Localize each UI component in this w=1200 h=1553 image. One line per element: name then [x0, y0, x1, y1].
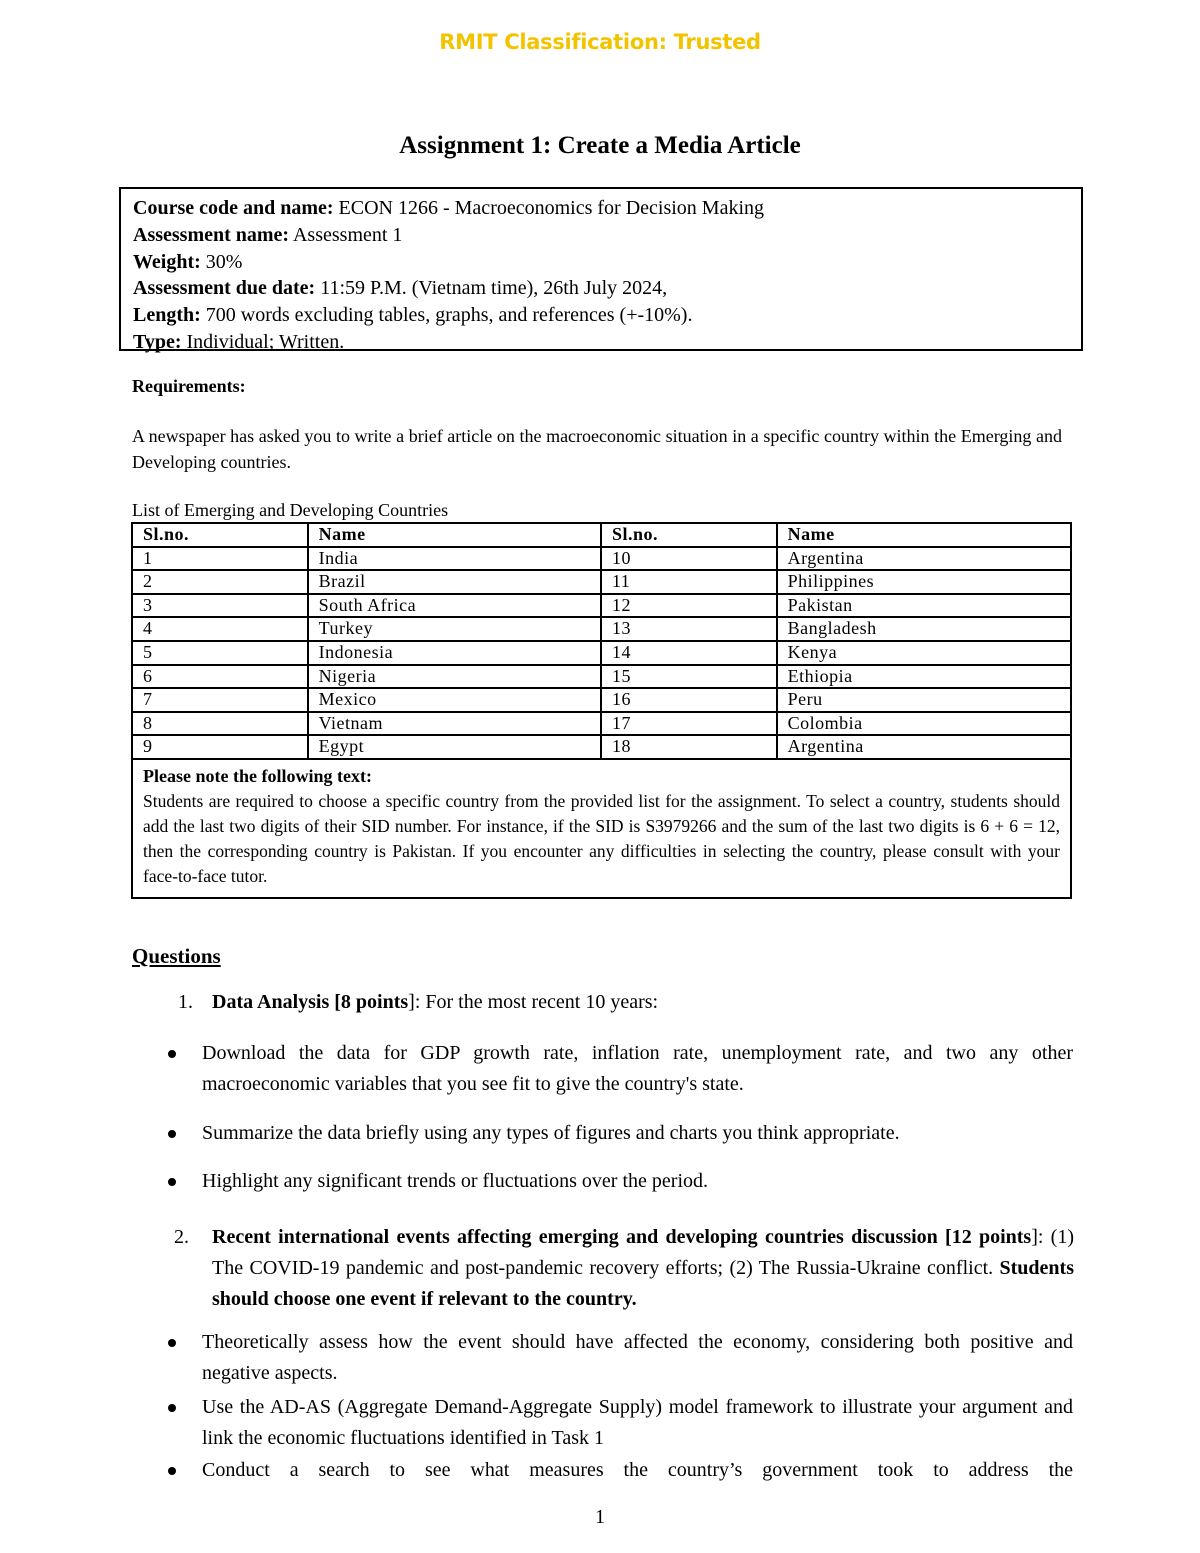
table-row [132, 712, 1071, 736]
table-cell: 3 [132, 594, 308, 618]
bullet-icon [168, 1404, 176, 1412]
info-value: 11:59 P.M. (Vietnam time), 26th July 2024, [315, 277, 668, 300]
table-cell: 7 [132, 688, 308, 712]
question-text [212, 1222, 1074, 1315]
assessment-info-box [119, 187, 1083, 351]
list-item-text: Use the AD-AS (Aggregate Demand-Aggregate Supply) model framework to illustrate your argument and link the economic fluctuations identified in Task 1 [202, 1396, 1073, 1449]
question-emphasis: Students should choose one event if relevant to the country. [212, 1257, 1074, 1310]
info-weight [133, 249, 1081, 276]
table-cell: 6 [132, 665, 308, 689]
requirements-text: A newspaper has asked you to write a brief article on the macroeconomic situation in a specific country within the Emerging and Developing countries. [132, 426, 1062, 472]
table-cell: Vietnam [308, 712, 601, 736]
table-caption: List of Emerging and Developing Countries [132, 500, 449, 520]
table-header-row [132, 523, 1071, 547]
countries-table [131, 522, 1072, 899]
table-cell: Philippines [777, 570, 1071, 594]
info-label: Assessment name: [133, 223, 290, 246]
table-cell: Argentina [777, 735, 1071, 759]
header-slno: Sl.no. [601, 523, 777, 547]
list-item [168, 1166, 1073, 1197]
question-number: 1. [178, 991, 193, 1013]
question-1 [178, 991, 658, 1014]
table-cell: Indonesia [308, 641, 601, 665]
page-number: 1 [595, 1506, 605, 1528]
list-item-text: Theoretically assess how the event should have affected the economy, considering both positive and negative aspects. [202, 1331, 1073, 1384]
table-cell: South Africa [308, 594, 601, 618]
table-row [132, 594, 1071, 618]
info-label: Course code and name: [133, 197, 334, 219]
table-note-cell [132, 759, 1071, 898]
info-label: Type: [133, 330, 182, 353]
table-cell: 15 [601, 665, 777, 689]
table-row [132, 570, 1071, 594]
table-cell: Ethiopia [777, 665, 1071, 689]
table-cell: 14 [601, 641, 777, 665]
table-cell: 10 [601, 547, 777, 571]
info-value: 700 words excluding tables, graphs, and references (+-10%). [200, 304, 693, 327]
bullet-icon [168, 1467, 176, 1475]
table-cell: Mexico [308, 688, 601, 712]
list-item [168, 1327, 1073, 1389]
note-text: Students are required to choose a specific country from the provided list for the assignment. To select a country, students should add the last two digits of their SID number. For instance, if the SID is S3979266 and the sum of the last two digits is 6 + 6 = 12, then the corresponding country is Pakistan. If you encounter any difficulties in selecting the country, please consult with your face-to-face tutor. [143, 790, 1060, 886]
info-label: Weight: [133, 250, 201, 273]
table-row [132, 547, 1071, 571]
info-value: 30% [200, 250, 243, 273]
table-cell: 11 [601, 570, 777, 594]
list-item-text: Highlight any significant trends or fluctuations over the period. [202, 1170, 708, 1192]
list-item [168, 1118, 1073, 1149]
table-cell: 8 [132, 712, 308, 736]
info-length [133, 302, 1081, 329]
header-slno: Sl.no. [132, 523, 308, 547]
list-item [168, 1455, 1073, 1486]
table-cell: Kenya [777, 641, 1071, 665]
bullet-icon [168, 1130, 176, 1138]
classification-label: RMIT Classification: Trusted [439, 30, 761, 54]
table-row [132, 641, 1071, 665]
info-label: Assessment due date: [133, 277, 316, 300]
info-value: Assessment 1 [289, 223, 403, 246]
list-item-text: Summarize the data briefly using any types of figures and charts you think appropriate. [202, 1122, 900, 1144]
table-row [132, 617, 1071, 641]
table-cell: 12 [601, 594, 777, 618]
table-cell: Brazil [308, 570, 601, 594]
question-title: Recent international events affecting emerging and developing countries discussion [12 points [212, 1226, 1032, 1248]
table-cell: Turkey [308, 617, 601, 641]
questions-heading: Questions [132, 944, 221, 968]
table-cell: India [308, 547, 601, 571]
table-cell: 2 [132, 570, 308, 594]
page-title: Assignment 1: Create a Media Article [399, 132, 801, 159]
question-2 [174, 1222, 1074, 1315]
table-row [132, 688, 1071, 712]
table-row [132, 665, 1071, 689]
info-assessment-name [133, 222, 1081, 249]
table-cell: 17 [601, 712, 777, 736]
table-cell: 9 [132, 735, 308, 759]
table-note-row [132, 759, 1071, 898]
table-row [132, 735, 1071, 759]
info-course [133, 195, 1081, 222]
info-label: Length: [133, 304, 201, 327]
info-due-date [133, 275, 1081, 302]
header-name: Name [777, 523, 1071, 547]
table-cell: Peru [777, 688, 1071, 712]
bullet-icon [168, 1050, 176, 1058]
table-cell: 5 [132, 641, 308, 665]
question-mid-text: ]: (1) The COVID-19 pandemic and post-pandemic recovery efforts; (2) The Russia-Ukraine conflict. [212, 1226, 1074, 1279]
header-name: Name [308, 523, 601, 547]
list-item [168, 1392, 1073, 1454]
info-value: ECON 1266 - Macroeconomics for Decision Making [333, 197, 765, 219]
info-value: Individual; Written. [181, 330, 345, 353]
table-cell: 16 [601, 688, 777, 712]
list-item-text: Conduct a search to see what measures the country’s government took to address the [202, 1459, 1073, 1481]
table-cell: Pakistan [777, 594, 1071, 618]
table-cell: 13 [601, 617, 777, 641]
bullet-icon [168, 1178, 176, 1186]
requirements-heading: Requirements: [132, 376, 246, 396]
table-cell: Argentina [777, 547, 1071, 571]
bullet-icon [168, 1339, 176, 1347]
question-title: Data Analysis [8 points [212, 991, 409, 1013]
table-cell: Egypt [308, 735, 601, 759]
table-cell: Bangladesh [777, 617, 1071, 641]
list-item-text: Download the data for GDP growth rate, inflation rate, unemployment rate, and two any other macroeconomic variables that you see fit to give the country's state. [202, 1042, 1073, 1095]
question-number: 2. [174, 1226, 189, 1248]
table-cell: 4 [132, 617, 308, 641]
table-cell: 18 [601, 735, 777, 759]
table-cell: 1 [132, 547, 308, 571]
table-cell: Colombia [777, 712, 1071, 736]
info-type [133, 329, 1081, 356]
table-cell: Nigeria [308, 665, 601, 689]
list-item [168, 1038, 1073, 1100]
question-text: ]: For the most recent 10 years: [408, 991, 659, 1013]
note-title: Please note the following text: [143, 765, 372, 786]
